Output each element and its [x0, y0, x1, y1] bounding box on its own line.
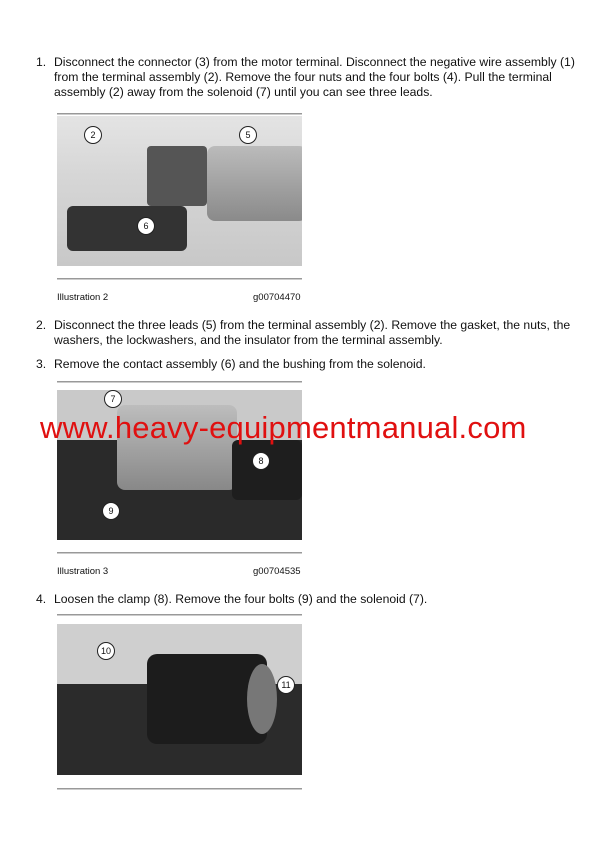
step-3 — [36, 357, 576, 372]
callout-2: 2 — [84, 126, 102, 144]
step-text: Disconnect the three leads (5) from the terminal assembly (2). Remove the gasket, the nuts, the washers, the lockwashers, and the insulator from the terminal assembly. — [54, 318, 571, 347]
divider — [57, 278, 302, 280]
divider — [57, 614, 302, 616]
terminal-shape — [147, 146, 207, 206]
step-number: 1. — [36, 55, 47, 69]
illustration-2-photo — [57, 116, 302, 266]
step-number: 2. — [36, 318, 47, 332]
motor-shape — [67, 206, 187, 251]
callout-9: 9 — [102, 502, 120, 520]
callout-6: 6 — [137, 217, 155, 235]
illustration-label: Illustration 2 — [57, 292, 109, 303]
illustration-4-photo — [57, 624, 302, 775]
solenoid-shape — [207, 146, 302, 221]
divider — [57, 788, 302, 790]
divider — [57, 552, 302, 554]
step-2 — [36, 318, 576, 348]
illustration-id: g00704535 — [253, 566, 301, 577]
illustration-id: g00704470 — [253, 292, 301, 303]
step-text: Disconnect the connector (3) from the motor terminal. Disconnect the negative wire assembly (1) from the terminal assembly (2). Remove the four nuts and the four bolts (4). Pull the terminal assembly (2) away from the solenoid (7) until you can see three leads. — [54, 55, 575, 99]
callout-11: 11 — [277, 676, 295, 694]
divider — [57, 381, 302, 383]
step-number: 3. — [36, 357, 47, 371]
step-1 — [36, 55, 576, 100]
step-text: Remove the contact assembly (6) and the bushing from the solenoid. — [54, 357, 426, 371]
end-cap-shape — [247, 664, 277, 734]
callout-5: 5 — [239, 126, 257, 144]
housing-shape — [232, 440, 302, 500]
step-4 — [36, 592, 576, 607]
callout-8: 8 — [252, 452, 270, 470]
callout-10: 10 — [97, 642, 115, 660]
step-text: Loosen the clamp (8). Remove the four bolts (9) and the solenoid (7). — [54, 592, 428, 606]
illustration-label: Illustration 3 — [57, 566, 109, 577]
callout-7: 7 — [104, 390, 122, 408]
divider — [57, 113, 302, 115]
watermark: www.heavy-equipmentmanual.com — [40, 410, 527, 445]
step-number: 4. — [36, 592, 47, 606]
